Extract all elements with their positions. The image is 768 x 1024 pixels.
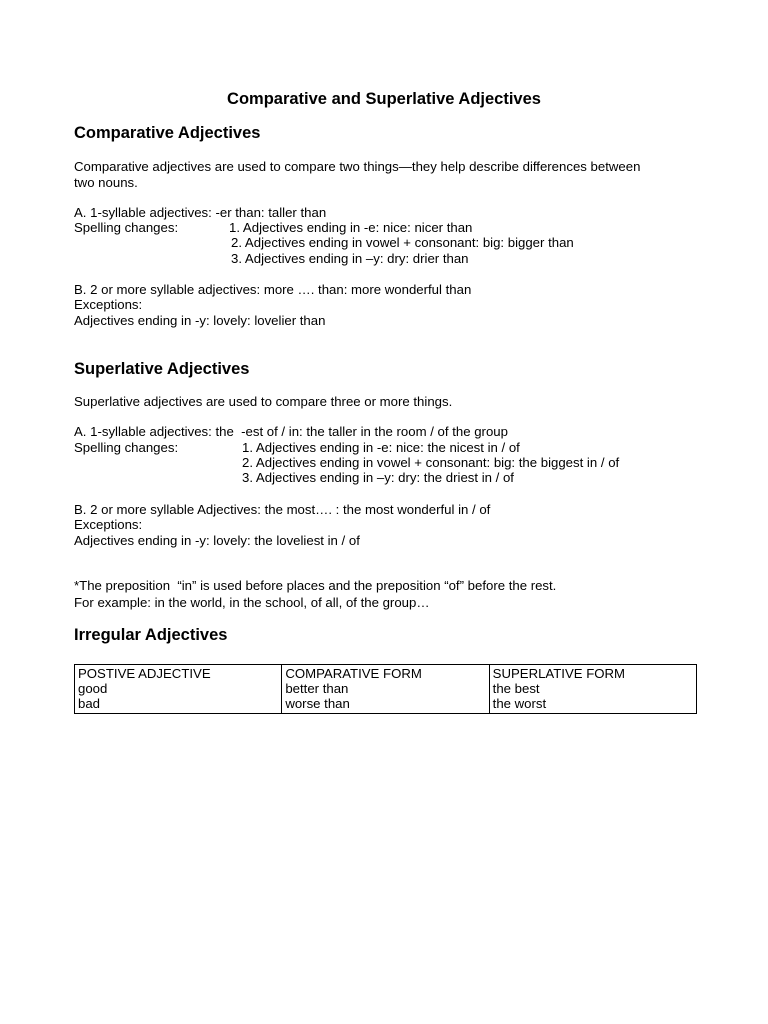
superlative-heading: Superlative Adjectives: [74, 360, 250, 378]
superlative-exception-1: Adjectives ending in -y: lovely: the loveliest in / of: [74, 533, 360, 548]
comparative-column: [282, 665, 489, 714]
comparative-intro-line2: two nouns.: [74, 175, 138, 190]
comparative-intro-line1: Comparative adjectives are used to compare two things—they help describe differences between: [74, 159, 641, 174]
comparative-spelling-1: 1. Adjectives ending in -e: nice: nicer than: [229, 220, 473, 235]
comparative-heading: Comparative Adjectives: [74, 124, 261, 142]
preposition-note-line2: For example: in the world, in the school, of all, of the group…: [74, 595, 430, 610]
comparative-spelling-2: 2. Adjectives ending in vowel + consonant: big: bigger than: [231, 235, 574, 250]
superlative-spelling-2: 2. Adjectives ending in vowel + consonant: big: the biggest in / of: [242, 455, 620, 470]
column-header: COMPARATIVE FORM: [285, 666, 422, 681]
table-cell: the best: [492, 681, 540, 696]
comparative-a-rule: A. 1-syllable adjectives: -er than: taller than: [74, 205, 327, 220]
superlative-spelling-3: 3. Adjectives ending in –y: dry: the driest in / of: [242, 470, 514, 485]
table-cell: bad: [78, 696, 101, 711]
table-cell: worse than: [285, 696, 350, 711]
superlative-exceptions-label: Exceptions:: [74, 517, 143, 532]
preposition-note-line1: *The preposition “in” is used before places and the preposition “of” before the rest.: [74, 578, 557, 593]
superlative-a-rule: A. 1-syllable adjectives: the -est of / in: the taller in the room / of the group: [74, 424, 508, 439]
column-header: SUPERLATIVE FORM: [492, 666, 626, 681]
comparative-spelling-label: Spelling changes:: [74, 220, 179, 235]
table-cell: good: [78, 681, 108, 696]
comparative-b-rule: B. 2 or more syllable adjectives: more …. than: more wonderful than: [74, 282, 472, 297]
comparative-exception-1: Adjectives ending in -y: lovely: lovelier than: [74, 313, 326, 328]
superlative-intro: Superlative adjectives are used to compare three or more things.: [74, 394, 453, 409]
irregular-adjectives-table: [74, 664, 697, 714]
superlative-spelling-label: Spelling changes:: [74, 440, 179, 455]
positive-column: [75, 665, 282, 714]
comparative-spelling-3: 3. Adjectives ending in –y: dry: drier than: [231, 251, 469, 266]
superlative-spelling-1: 1. Adjectives ending in -e: nice: the nicest in / of: [242, 440, 520, 455]
table-row: [75, 665, 697, 714]
irregular-heading: Irregular Adjectives: [74, 626, 228, 644]
column-header: POSTIVE ADJECTIVE: [78, 666, 211, 681]
superlative-column: [489, 665, 696, 714]
table-cell: the worst: [492, 696, 547, 711]
table-cell: better than: [285, 681, 349, 696]
comparative-exceptions-label: Exceptions:: [74, 297, 143, 312]
superlative-b-rule: B. 2 or more syllable Adjectives: the most…. : the most wonderful in / of: [74, 502, 491, 517]
page-title: Comparative and Superlative Adjectives: [227, 90, 541, 108]
